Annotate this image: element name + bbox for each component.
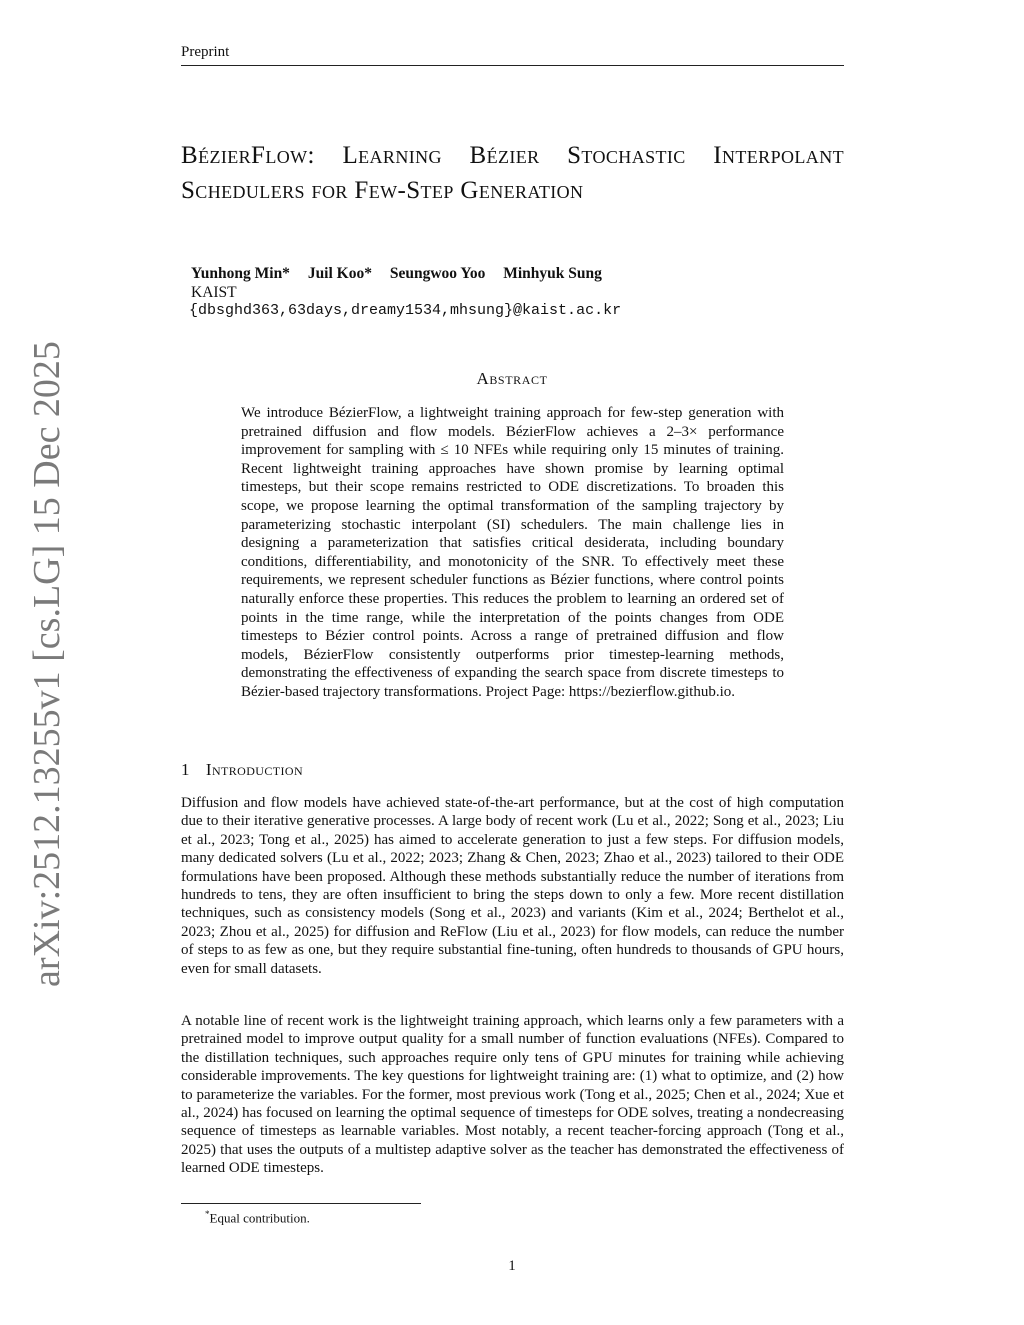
page-number: 1 bbox=[508, 1258, 516, 1274]
header-rule bbox=[181, 65, 844, 66]
arxiv-side-stamp: arXiv:2512.13255v1 [cs.LG] 15 Dec 2025 bbox=[26, 341, 68, 987]
author-emails: {dbsghd363,63days,dreamy1534,mhsung}@kaist.ac.kr bbox=[189, 302, 622, 319]
author-name: Minhyuk Sung bbox=[503, 265, 602, 282]
abstract-heading: Abstract bbox=[476, 369, 548, 388]
footnote-marker: * bbox=[205, 1209, 210, 1219]
footnote-rule bbox=[181, 1203, 421, 1204]
section-heading bbox=[181, 760, 303, 780]
paper-title: BézierFlow: Learning Bézier Stochastic Interpolant Schedulers for Few-Step Generation bbox=[181, 142, 844, 204]
abstract-text: We introduce BézierFlow, a lightweight training approach for few-step generation with pretrained diffusion and flow models. BézierFlow achieves a 2–3× performance improvement for sampling with ≤ 10 NFEs while requiring only 15 minutes of training. Recent lightweight training approaches have shown promise by learning optimal timesteps, but their scope remains restricted to ODE discretizations. To broaden this scope, we propose learning the optimal transformation of the sampling trajectory by parameterizing stochastic interpolant (SI) schedulers. The main challenge lies in designing a parameterization that satisfies critical desiderata, including boundary conditions, differentiability, and monotonicity of the SNR. To effectively meet these requirements, we represent scheduler functions as Bézier functions, where control points naturally enforce these properties. This reduces the problem to learning an ordered set of points in the time range, while the interpretation of the points changes from ODE timesteps to Bézier control points. Across a range of pretrained diffusion and flow models, BézierFlow consistently outperforms prior timestep-learning methods, demonstrating the effectiveness of expanding the search space from discrete timesteps to Bézier-based trajectory transformations. Project Page: https://bezierflow.github.io. bbox=[241, 405, 784, 700]
section-title: Introduction bbox=[205, 760, 304, 779]
body-paragraph: Diffusion and flow models have achieved state-of-the-art performance, but at the cost of high computation due to their iterative generative processes. A large body of recent work (Lu et al., 2022; Song et al., 2023; Liu et al., 2023; Tong et al., 2025) has aimed to accelerate generation to just a few steps. For diffusion models, many dedicated solvers (Lu et al., 2022; 2023; Zhang & Chen, 2023; Zhao et al., 2023) tailored to their ODE formulations have been proposed. Although these methods substantially reduce the number of iterations from hundreds to tens, they are often insufficient to bring the steps down to only a few. More recent distillation techniques, such as consistency models (Song et al., 2023) and variants (Kim et al., 2024; Berthelot et al., 2023; Zhou et al., 2025) for diffusion and ReFlow (Liu et al., 2023) for flow models, can reduce the number of steps to as few as one, but they require substantial fine-tuning, often hundreds to thousands of GPU hours, even for small datasets. bbox=[181, 795, 844, 977]
running-header: Preprint bbox=[181, 44, 230, 60]
author-list bbox=[191, 265, 616, 283]
author-name: Yunhong Min* bbox=[191, 265, 290, 282]
author-name: Juil Koo* bbox=[307, 265, 372, 282]
body-paragraph: A notable line of recent work is the lightweight training approach, which learns only a few parameters with a pretrained model to improve output quality for a small number of function evaluations (NFEs). Compared to the distillation techniques, such approaches require only tens of GPU minutes for training while achieving considerable improvements. The key questions for lightweight training are: (1) what to optimize, and (2) how to parameterize the variables. For the former, most previous work (Tong et al., 2025; Chen et al., 2024; Xue et al., 2024) has focused on learning the optimal sequence of timesteps for ODE solves, treating a nondecreasing sequence of timesteps as learnable variables. Most notably, a recent teacher-forcing approach (Tong et al., 2025) that uses the outputs of a multistep adaptive solver as the teacher has demonstrated the effectiveness of learned ODE timesteps. bbox=[181, 1013, 844, 1177]
author-name: Seungwoo Yoo bbox=[389, 265, 486, 282]
footnote-text: Equal contribution. bbox=[209, 1210, 310, 1226]
affiliation: KAIST bbox=[191, 284, 237, 301]
footnote bbox=[205, 1209, 310, 1226]
section-number: 1 bbox=[181, 760, 190, 779]
